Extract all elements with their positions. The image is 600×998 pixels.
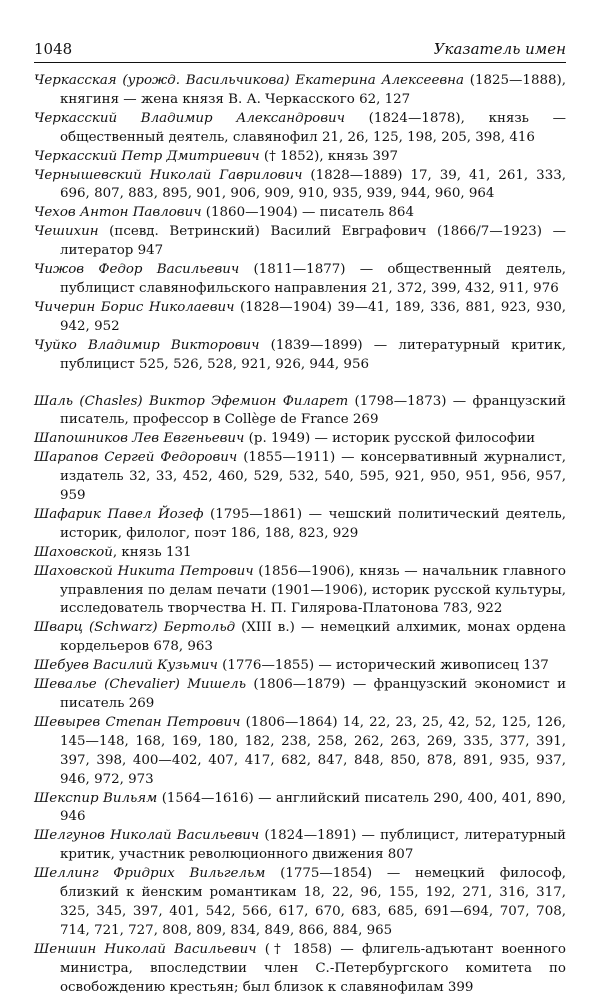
- entry-text: (1564—1616) — английский писатель 290, 400, 401, 890, 946: [60, 790, 566, 825]
- index-entry: [34, 393, 566, 431]
- section-gap: [34, 375, 566, 393]
- page-header: [34, 34, 566, 63]
- entry-name: Черкасский Владимир Александрович: [34, 110, 345, 126]
- entry-name: Шапошников Лев Евгеньевич: [34, 431, 245, 447]
- index-entry: [34, 941, 566, 998]
- entry-text: (1825—1888), княгиня — жена князя В. А. Черкасского 62, 127: [60, 73, 566, 107]
- entry-name: Шафарик Павел Йозеф: [34, 506, 204, 522]
- entry-text: (1776—1855) — исторический живописец 137: [217, 658, 549, 674]
- entry-name: Чехов Антон Павлович: [34, 205, 202, 221]
- entry-name: Чичерин Борис Николаевич: [34, 299, 235, 315]
- entry-text: († 1852), князь 397: [259, 148, 399, 164]
- entry-name: Шаховской Никита Петрович: [34, 563, 254, 579]
- index-entries: [34, 72, 566, 998]
- entry-text: (1775—1854) — немецкий философ, близкий к йенским романтикам 18, 22, 96, 155, 192, 271, 316, 317, 325, 345, 397, 401, 542, 566, 617, 670, 683, 685, 691—694, 707, 708, 714, 721, 727, 808, 809, 834, 849, 866, 884, 965: [60, 866, 566, 938]
- entry-name: Черкасский Петр Дмитриевич: [34, 148, 260, 164]
- index-entry: [34, 299, 566, 337]
- index-entry: [34, 110, 566, 148]
- entry-text: (1824—1891) — публицист, литературный критик, участник революционного движения 807: [60, 828, 566, 863]
- entry-text: , князь 131: [112, 544, 192, 560]
- entry-name: Шебуев Василий Кузьмич: [34, 658, 218, 674]
- index-section-ch: [34, 72, 566, 375]
- index-entry: [34, 619, 566, 657]
- entry-text: (1806—1879) — французский экономист и писатель 269: [60, 677, 567, 711]
- entry-name: Шевырев Степан Петрович: [34, 714, 241, 730]
- index-entry: [34, 506, 566, 544]
- entry-text: (1811—1877) — общественный деятель, публицист славянофильского направления 21, 372, 399, 432, 911, 976: [60, 262, 566, 296]
- index-entry: [34, 223, 566, 261]
- index-entry: [34, 676, 566, 714]
- entry-name: Шевалье (Chevalier) Мишель: [34, 677, 246, 693]
- entry-name: Шелгунов Николай Васильевич: [34, 828, 260, 844]
- index-entry: [34, 204, 566, 223]
- index-entry: [34, 657, 566, 676]
- entry-text: (1839—1899) — литературный критик, публицист 525, 526, 528, 921, 926, 944, 956: [60, 337, 566, 372]
- entry-name: Шеншин Николай Васильевич: [34, 941, 257, 957]
- entry-text: († 1858) — флигель-адъютант военного министра, впоследствии член С.-Петербургского комитета по освобождению крестьян; был близок к славянофилам 399: [60, 941, 566, 995]
- entry-text: (1855—1911) — консервативный журналист, издатель 32, 33, 452, 460, 529, 532, 540, 595, 921, 950, 951, 956, 957, 959: [60, 450, 566, 504]
- entry-name: Черкасская (урожд. Васильчикова) Екатерина Алексеевна: [34, 73, 464, 88]
- index-entry: [34, 544, 566, 563]
- index-entry: [34, 261, 566, 299]
- entry-name: Чуйко Владимир Викторович: [34, 337, 260, 353]
- index-entry: [34, 827, 566, 865]
- index-entry: [34, 865, 566, 941]
- entry-name: Чернышевский Николай Гаврилович: [34, 167, 303, 183]
- entry-name: Шварц (Schwarz) Бертольд: [34, 620, 236, 636]
- index-entry: [34, 72, 566, 110]
- entry-text: (1828—1904) 39—41, 189, 336, 881, 923, 930, 942, 952: [60, 299, 567, 334]
- entry-text: (1795—1861) — чешский политический деятель, историк, филолог, поэт 186, 188, 823, 929: [60, 506, 566, 541]
- running-title: Указатель имен: [433, 40, 566, 58]
- entry-text: (псевд. Ветринский) Василий Евграфович (1866/7—1923) — литератор 947: [60, 224, 566, 259]
- entry-text: (1828—1889) 17, 39, 41, 261, 333, 696, 807, 883, 895, 901, 906, 909, 910, 935, 939, 944, 960, 964: [60, 167, 566, 202]
- index-entry: [34, 148, 566, 167]
- entry-name: Шеллинг Фридрих Вильгельм: [34, 866, 266, 882]
- entry-name: Шаховской: [34, 544, 113, 560]
- index-entry: [34, 430, 566, 449]
- entry-text: (1824—1878), князь — общественный деятель, славянофил 21, 26, 125, 198, 205, 398, 416: [60, 110, 567, 145]
- entry-text: (р. 1949) — историк русской философии: [244, 431, 536, 447]
- entry-name: Шаль (Chasles) Виктор Эфемион Филарет: [34, 393, 349, 409]
- entry-text: (1856—1906), князь — начальник главного управления по делам печати (1901—1906), историк русской культуры, исследователь творчества Н. П. Гилярова-Платонова 783, 922: [60, 563, 566, 617]
- entry-name: Чижов Федор Васильевич: [34, 262, 240, 278]
- index-entry: [34, 714, 566, 790]
- entry-name: Чешихин: [34, 224, 99, 240]
- entry-text: (1860—1904) — писатель 864: [201, 205, 414, 221]
- entry-name: Шекспир Вильям: [34, 790, 158, 806]
- index-section-sh: [34, 393, 566, 998]
- index-entry: [34, 167, 566, 205]
- entry-name: Шарапов Сергей Федорович: [34, 450, 238, 466]
- index-entry: [34, 563, 566, 620]
- index-entry: [34, 337, 566, 375]
- page-number: 1048: [34, 40, 73, 58]
- entry-text: (XIII в.) — немецкий алхимик, монах ордена кордельеров 678, 963: [60, 620, 566, 655]
- index-entry: [34, 790, 566, 828]
- entry-text: (1806—1864) 14, 22, 23, 25, 42, 52, 125, 126, 145—148, 168, 169, 180, 182, 238, 258, 262, 263, 269, 335, 377, 391, 397, 398, 400—402, 407, 417, 682, 847, 848, 850, 878, 891, 935, 937, 946, 972, 973: [60, 714, 566, 787]
- index-entry: [34, 449, 566, 506]
- entry-text: (1798—1873) — французский писатель, профессор в Collège de France 269: [60, 393, 566, 428]
